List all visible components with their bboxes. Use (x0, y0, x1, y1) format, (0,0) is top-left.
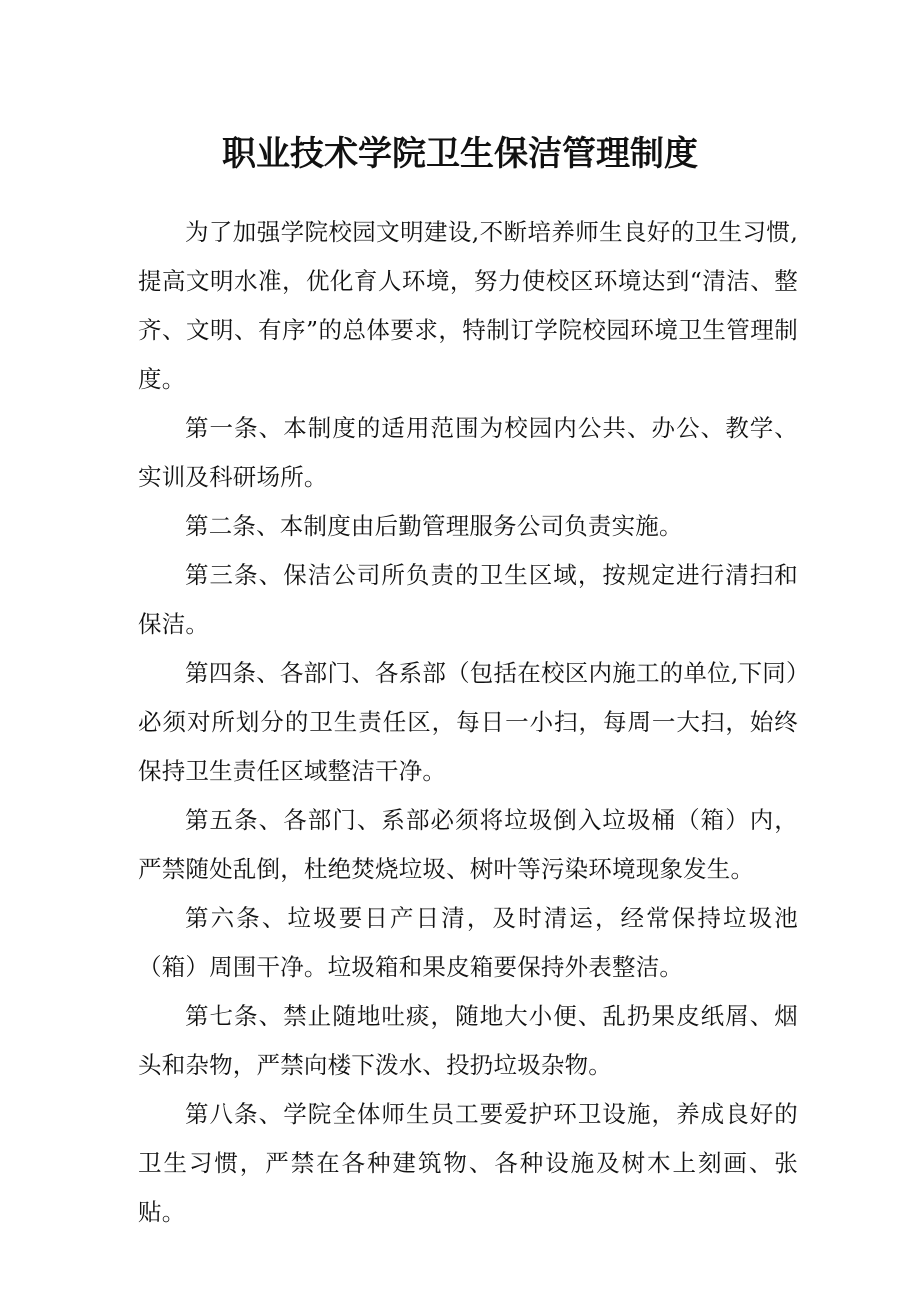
paragraph-article-1: 第一条、本制度的适用范围为校园内公共、办公、教学、实训及科研场所。 (138, 414, 798, 491)
paragraph-article-3: 第三条、保洁公司所负责的卫生区域，按规定进行清扫和保洁。 (138, 561, 798, 638)
paragraph-article-7: 第七条、禁止随地吐痰，随地大小便、乱扔果皮纸屑、烟头和杂物，严禁向楼下泼水、投扔垃圾杂物。 (138, 1002, 798, 1079)
paragraph-article-8: 第八条、学院全体师生员工要爱护环卫设施，养成良好的卫生习惯，严禁在各种建筑物、各种设施及树木上刻画、张贴。 (138, 1100, 798, 1226)
paragraph-article-5: 第五条、各部门、系部必须将垃圾倒入垃圾桶（箱）内，严禁随处乱倒，杜绝焚烧垃圾、树叶等污染环境现象发生。 (138, 806, 798, 883)
paragraph-intro: 为了加强学院校园文明建设,不断培养师生良好的卫生习惯,提高文明水准，优化育人环境，努力使校区环境达到“清洁、整齐、文明、有序”的总体要求，特制订学院校园环境卫生管理制度。 (138, 218, 798, 393)
paragraph-article-2: 第二条、本制度由后勤管理服务公司负责实施。 (185, 512, 683, 540)
paragraph-article-4: 第四条、各部门、各系部（包括在校区内施工的单位,下同）必须对所划分的卫生责任区，每日一小扫，每周一大扫，始终保持卫生责任区域整洁干净。 (138, 659, 798, 785)
document-title: 职业技术学院卫生保洁管理制度 (222, 134, 698, 174)
document-body (138, 208, 798, 1237)
paragraph-article-6: 第六条、垃圾要日产日清，及时清运，经常保持垃圾池（箱）周围干净。垃圾箱和果皮箱要保持外表整洁。 (138, 904, 798, 981)
